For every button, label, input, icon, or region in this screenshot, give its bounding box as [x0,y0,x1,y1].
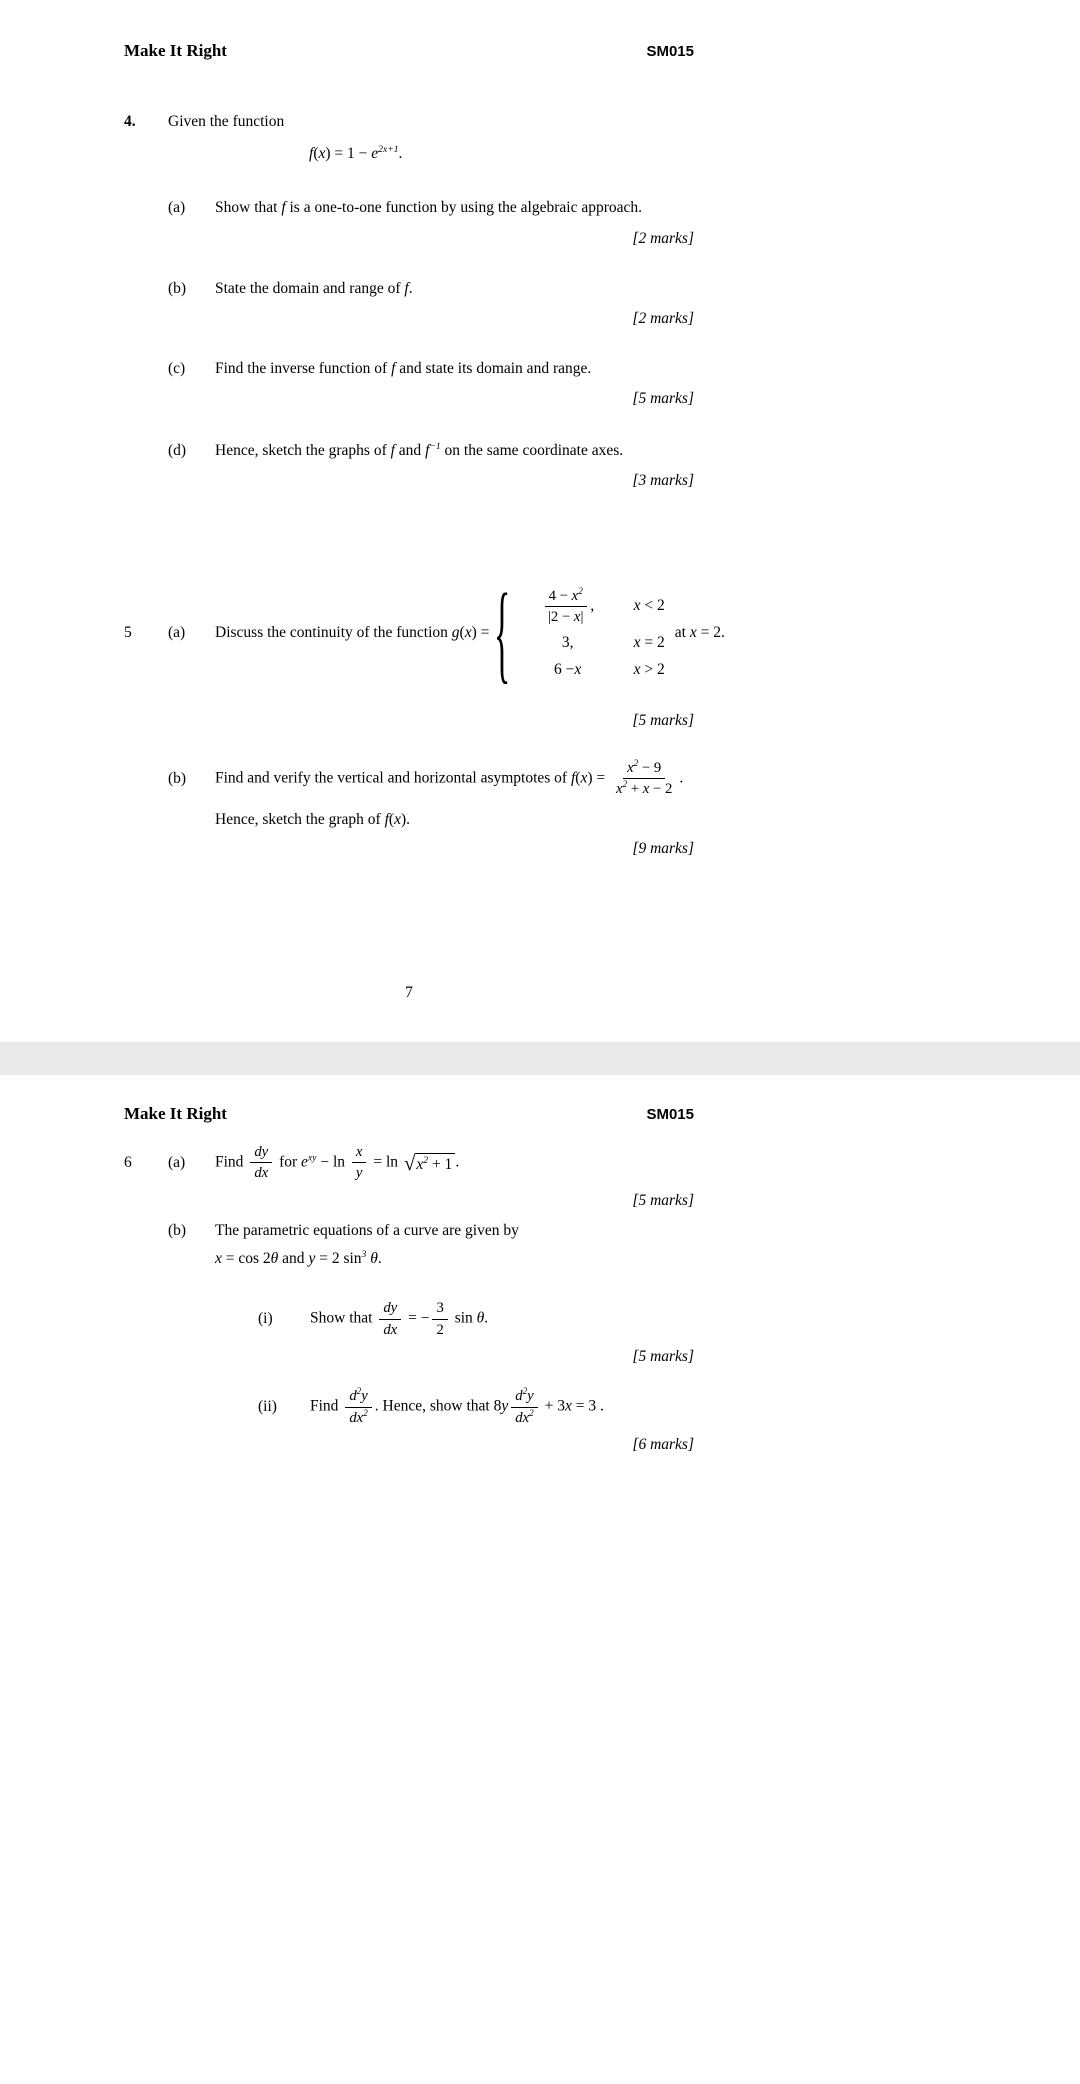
question-6-number: 6 [124,1153,132,1171]
q6a-text: Find $\frac{dy}{dx}$ for $e^{xy} - \ln$ $\frac{x}{y}$ = ln √ $x^2 + 1$ . [215,1144,460,1182]
question-5-number: 5 [124,624,132,642]
question-5-part-a [124,572,725,695]
sub-label-ii: (ii) [258,1398,277,1416]
question-6-part-a [124,1143,694,1183]
page-header [124,40,694,62]
fraction: $\frac{4 - x^2}{|2 - x|}$ [544,587,587,627]
document-title: Make It Right [124,1104,227,1123]
sub-label-i: (i) [258,1310,273,1328]
piecewise-cond-2: x = 2 [633,634,665,652]
paper-code: SM015 [646,1106,694,1123]
q6b-intro: The parametric equations of a curve are given by [215,1222,519,1240]
part-a-text: Show that f is a one-to-one function by using the algebraic approach. [215,199,643,217]
part-b-text: State the domain and range of f. [215,279,413,297]
q5b-line2: Hence, sketch the graph of f(x). [215,811,410,829]
part-c-marks: [5 marks] [632,390,694,408]
part-d-marks: [3 marks] [632,472,694,490]
piecewise-expr-2: 3, [561,634,574,652]
fraction: $\frac{3}{2}$ [432,1299,447,1339]
piecewise-rows [520,587,665,681]
fraction: $\frac{dy}{dx}$ [379,1299,401,1339]
piecewise-row-1 [520,587,665,627]
fraction: $\frac{d^2y}{dx^2}$ [345,1387,371,1427]
fraction: $\frac{d^2y}{dx^2}$ [511,1387,537,1427]
question-5-part-b [124,759,694,799]
part-label-d: (d) [168,442,187,460]
question-4-part-d [124,441,694,461]
fraction: $\frac{x^2 - 9}{x^2 + x - 2}$ [616,757,673,798]
part-label-a: (a) [168,1153,186,1171]
left-brace: { [494,572,511,695]
question-4-number: 4. [124,113,136,131]
part-c-text: Find the inverse function of f and state its domain and range. [215,359,592,377]
page-header [124,1103,694,1125]
q5a-tail-text: at x = 2. [674,624,725,642]
q5b-marks: [9 marks] [632,839,694,857]
part-label-a: (a) [168,624,186,642]
part-d-text: Hence, sketch the graphs of f and $f^{-1}$ on the same coordinate axes. [215,441,624,460]
q6b-equations: x = cos 2θ and y = 2 $\sin^3 \theta$. [215,1249,382,1268]
question-6-b-i [124,1299,694,1339]
page-separator [0,1042,1080,1075]
q6bi-marks: [5 marks] [632,1348,694,1366]
part-b-marks: [2 marks] [632,309,694,327]
piecewise-function [493,572,665,695]
page-2 [0,1075,1080,2084]
q6bii-text: Find $\frac{d^2y}{dx^2}$ . Hence, show that 8y $\frac{d^2y}{dx^2}$ + 3x = 3 . [310,1386,604,1426]
fraction: $\frac{dy}{dx}$ [250,1143,272,1183]
question-6-b-ii [124,1387,694,1427]
question-4-intro-row [124,112,694,132]
q5a-intro-text: Discuss the continuity of the function g(x) = [215,624,490,642]
piecewise-expr-1: $\frac{4 - x^2}{|2 - x|}$ , [520,587,616,627]
page-number: 7 [405,983,413,1001]
q6a-marks: [5 marks] [632,1191,694,1209]
q6bii-marks: [6 marks] [632,1436,694,1453]
question-4-part-c [124,359,694,379]
radical: √ $x^2 + 1$ [404,1153,455,1175]
part-label-b: (b) [168,769,187,787]
piecewise-row-3 [520,660,665,680]
paper-code: SM015 [646,43,694,60]
part-label-c: (c) [168,359,186,377]
question-4-intro: Given the function [168,113,285,131]
piecewise-cond-3: x > 2 [633,661,665,679]
question-6-part-b [124,1221,694,1241]
document-title: Make It Right [124,41,227,60]
fraction: $\frac{x}{y}$ [352,1143,367,1183]
q5b-line1: Find and verify the vertical and horizontal asymptotes of f(x) = $\frac{x^2 - 9}{x^2 + x - 2}$ . [215,757,684,798]
piecewise-expr-3: 6 − x [553,661,582,679]
piecewise-cond-1: x < 2 [633,597,665,615]
part-label-b: (b) [168,279,187,297]
q5a-line [215,572,725,695]
part-label-a: (a) [168,199,186,217]
piecewise-row-2 [520,633,665,653]
part-label-b: (b) [168,1222,187,1240]
question-4-formula: $f(x) = 1 - e^{2x+1}$. [309,144,403,163]
part-a-marks: [2 marks] [632,229,694,247]
q6bi-text: Show that $\frac{dy}{dx}$ = − $\frac{3}{2}$ sin θ. [310,1300,489,1338]
q5a-marks: [5 marks] [632,711,694,729]
question-4-part-b [124,279,694,299]
question-4-part-a [124,198,694,218]
